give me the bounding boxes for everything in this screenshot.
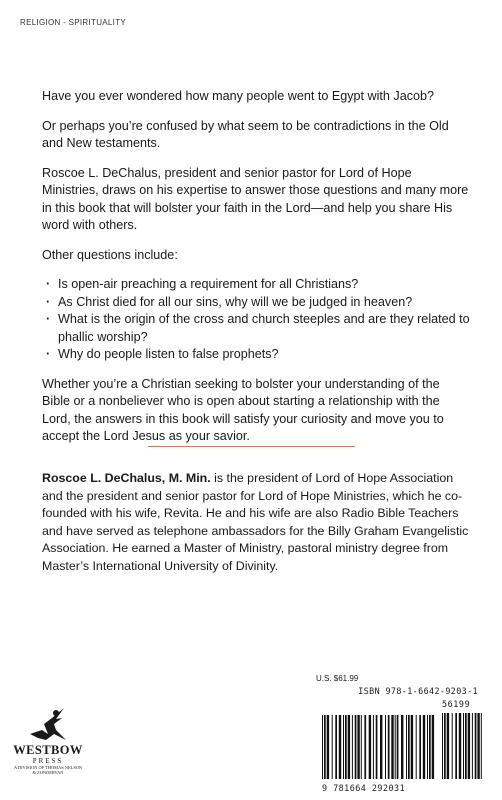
barcode-bar (327, 715, 329, 779)
section-divider (148, 446, 355, 447)
author-bio (42, 470, 472, 575)
barcode-bar (369, 715, 371, 779)
barcode-bar (432, 715, 434, 779)
barcode-bar (416, 715, 417, 779)
author-name: Roscoe L. DeChalus, M. Min. (42, 471, 211, 485)
barcode-bar (481, 713, 482, 779)
blurb-paragraph-4: Other questions include: (42, 247, 178, 262)
publisher-division-2: & ZONDERVAN (32, 770, 64, 775)
addon-barcode-bars (442, 713, 482, 779)
question-list (42, 276, 470, 364)
barcode-bar (364, 715, 366, 779)
barcode-bar (455, 713, 457, 779)
barcode-bar (468, 713, 470, 779)
barcode-bar (465, 713, 467, 779)
barcode-bar (335, 715, 337, 779)
barcode-bar (429, 715, 431, 779)
barcode-bar (406, 715, 407, 779)
barcode-bar (459, 713, 461, 779)
barcode-bar (355, 715, 357, 779)
publisher-press: PRESS (32, 757, 64, 765)
category-label: RELIGION - SPIRITUALITY (20, 18, 127, 27)
publisher-brand: WESTBOW (13, 743, 83, 757)
barcode-bar (444, 713, 446, 779)
barcode-bar (357, 715, 359, 779)
barcode-bar (373, 715, 374, 779)
isbn-barcode (316, 695, 486, 781)
price-label: U.S. $61.99 (316, 674, 359, 683)
barcode-bar (395, 715, 396, 779)
barcode-bar (472, 713, 473, 779)
barcode-bar (376, 715, 378, 779)
barcode-bar (385, 715, 386, 779)
barcode-bar (339, 715, 341, 779)
question-item: · Is open-air preaching a requirement for all Christians? (42, 276, 470, 294)
question-item: · What is the origin of the cross and church steeples and are they related to phallic worship? (42, 311, 470, 346)
isbn-label: ISBN 978-1-6642-9203-1 (358, 686, 478, 696)
barcode-bar (324, 715, 326, 779)
ean-barcode-bars (322, 715, 434, 779)
barcode-digits: 9 781664 292031 (322, 783, 406, 793)
barcode-bar (332, 715, 333, 779)
blurb (42, 88, 470, 458)
preacher-figure-icon (26, 704, 70, 744)
barcode-bar (477, 713, 479, 779)
barcode-bar (419, 715, 421, 779)
barcode-bar (361, 715, 362, 779)
blurb-paragraph-1: Have you ever wondered how many people went to Egypt with Jacob? (42, 89, 435, 103)
publisher-logo (8, 704, 88, 792)
question-item: · Why do people listen to false prophets? (42, 346, 470, 364)
barcode-bar (427, 715, 428, 779)
barcode-bar (343, 715, 344, 779)
author-bio-text: is the president of Lord of Hope Association and the president and senior pastor for Lord of Hope Ministries, which he co-founded with his wife, Revita. He and his wife are also Radio Bible Teachers and have served as telephone ambassadors for the Billy Graham Evangelistic Association. He earned a Master of Ministry, pastoral ministry degree from Master’s International University of Divinity. (42, 471, 469, 573)
publisher-division-1: A DIVISION OF THOMAS NELSON (13, 765, 83, 770)
barcode-bar (408, 715, 410, 779)
barcode-bar (401, 715, 403, 779)
price-addon-code: 56199 (442, 699, 471, 709)
barcode-bar (442, 713, 443, 779)
barcode-bar (463, 713, 464, 779)
barcode-bar (380, 715, 382, 779)
blurb-paragraph-5: Whether you’re a Christian seeking to bolster your understanding of the Bible or a nonbeliever who is open about starting a relationship with the Lord, the answers in this book will satisfy your curiosity and move you to accept the Lord Jesus as your savior. (42, 376, 444, 443)
barcode-bar (322, 715, 323, 779)
blurb-paragraph-3: Roscoe L. DeChalus, president and senior pastor for Lord of Hope Ministries, draws on his expertise to answer those questions and many more in this book that will bolster your faith in the Lord—and help you share His word with others. (42, 165, 469, 232)
barcode-bar (411, 715, 413, 779)
barcode-bar (391, 715, 393, 779)
barcode-bar (447, 713, 449, 779)
barcode-bar (348, 715, 350, 779)
barcode-bar (345, 715, 347, 779)
barcode-bar (452, 713, 453, 779)
question-item: · As Christ died for all our sins, why will we be judged in heaven? (42, 294, 470, 312)
barcode-bar (388, 715, 390, 779)
barcode-bar (423, 715, 425, 779)
barcode-bar (475, 713, 477, 779)
barcode-bar (352, 715, 353, 779)
blurb-paragraph-2: Or perhaps you’re confused by what seem to be contradictions in the Old and New testaments. (42, 118, 449, 150)
barcode-bar (397, 715, 399, 779)
